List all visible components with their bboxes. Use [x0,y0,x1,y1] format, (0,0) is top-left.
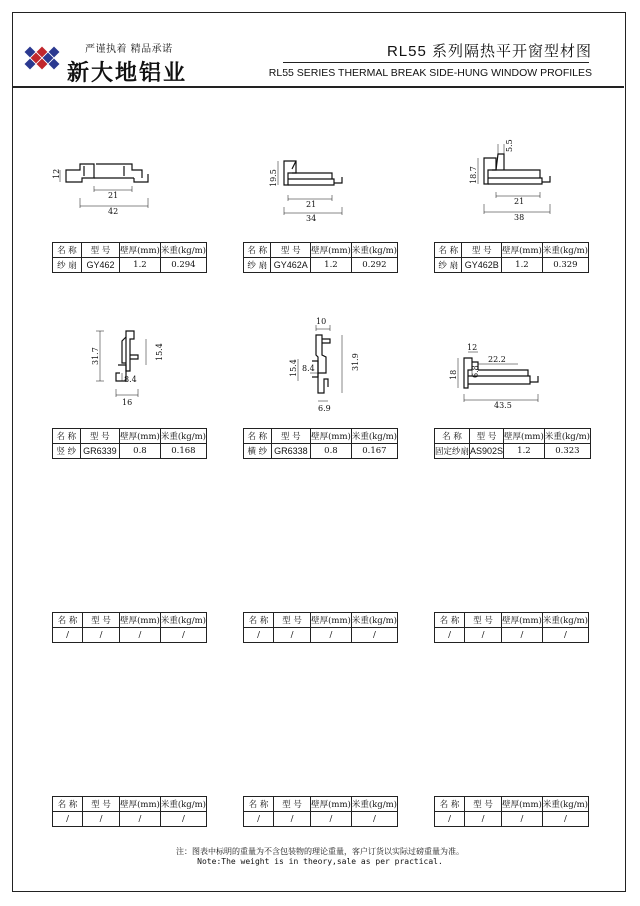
spec-table-empty [434,612,589,643]
header-thickness: 壁厚(mm) [311,797,352,812]
cell-name: 横 纱 [244,444,272,459]
cell-thickness: / [502,812,543,827]
header-model: 型 号 [465,797,502,812]
cell-model: / [465,628,502,643]
cell-thickness: / [120,812,161,827]
header-name: 名 称 [53,613,83,628]
cell-thickness: 0.8 [311,444,352,459]
dim-label: 10 [316,317,327,326]
dim-label: 18 [449,369,458,380]
header-thickness: 壁厚(mm) [311,429,352,444]
cell-thickness: / [502,628,543,643]
cell-weight: / [351,628,397,643]
dim-label: 21 [514,197,525,206]
dim-label: 19.5 [269,169,278,187]
header-weight: 米重(kg/m) [351,613,397,628]
spec-table-gy462a [243,242,398,273]
dim-label: 38 [514,213,525,222]
cell-thickness: 1.2 [502,258,543,273]
header-name: 名 称 [53,243,82,258]
cell-model: GY462A [271,258,311,273]
dim-label: 34 [306,214,317,223]
spec-table-gr6339 [52,428,207,459]
cell-name: / [244,628,274,643]
cell-name: / [53,812,83,827]
header-model: 型 号 [470,429,504,444]
cell-name: 竖 纱 [53,444,81,459]
cell-weight: / [542,628,588,643]
cell-name: 纱 扇 [244,258,271,273]
spec-table-gy462 [52,242,207,273]
header-name: 名 称 [244,429,272,444]
company-logo-icon [22,44,62,72]
cell-model: GY462 [81,258,119,273]
cell-thickness: / [120,628,161,643]
header-weight: 米重(kg/m) [542,613,588,628]
header-model: 型 号 [274,797,311,812]
header-thickness: 壁厚(mm) [120,797,161,812]
company-slogan: 严谨执着 精品承诺 [85,44,173,55]
header-thickness: 壁厚(mm) [502,613,543,628]
header-model: 型 号 [80,429,119,444]
cell-weight: 0.168 [160,444,206,459]
header-weight: 米重(kg/m) [542,797,588,812]
header-name: 名 称 [53,429,81,444]
cell-name: / [435,628,465,643]
cell-weight: / [160,628,206,643]
profile-drawing-gy462a [262,155,362,225]
dim-label: 15.4 [289,359,298,377]
header-weight: 米重(kg/m) [160,429,206,444]
profile-drawing-as902s [442,340,562,420]
spec-table-gr6338 [243,428,398,459]
cell-model: GY462B [462,258,502,273]
cell-thickness: 1.2 [120,258,161,273]
header-name: 名 称 [244,243,271,258]
dim-label: 18.7 [469,166,478,184]
header-thickness: 壁厚(mm) [120,613,161,628]
cell-model: AS902S [470,444,504,459]
cell-name: / [435,812,465,827]
cell-thickness: 1.2 [311,258,352,273]
cell-name: 固定纱扇 [435,444,470,459]
header-thickness: 壁厚(mm) [504,429,545,444]
cell-thickness: / [311,628,352,643]
spec-table-empty [243,796,398,827]
dim-label: 21 [306,200,317,209]
dim-label: 8.4 [302,364,315,373]
cell-model: / [465,812,502,827]
header-divider [12,86,624,88]
cell-weight: 0.294 [160,258,206,273]
header-model: 型 号 [274,613,311,628]
cell-weight: 0.329 [542,258,588,273]
header-weight: 米重(kg/m) [544,429,590,444]
dim-label: 42 [108,207,119,216]
header-model: 型 号 [465,613,502,628]
header-weight: 米重(kg/m) [351,429,397,444]
dim-label: 31.9 [351,353,360,371]
cell-model: / [83,628,120,643]
header-weight: 米重(kg/m) [351,243,397,258]
header-model: 型 号 [83,797,120,812]
dim-label: 43.5 [494,401,512,410]
dim-label: 31.7 [91,347,100,365]
cell-name: / [53,628,83,643]
dim-label: 6.8 [471,365,480,378]
cell-weight: 0.323 [544,444,590,459]
dim-label: 12 [52,168,61,179]
header-name: 名 称 [435,613,465,628]
header-model: 型 号 [462,243,502,258]
header-name: 名 称 [53,797,83,812]
cell-weight: / [542,812,588,827]
page-title-cn: RL55 系列隔热平开窗型材图 [386,43,592,60]
footer-note-cn: 注：图表中标明的重量为不含包装物的理论重量，客户订货以实际过磅重量为准。 [176,847,464,856]
cell-model: GR6339 [80,444,119,459]
profile-drawing-gy462 [52,160,162,220]
cell-model: / [274,812,311,827]
spec-table-empty [52,612,207,643]
header-thickness: 壁厚(mm) [311,613,352,628]
dim-label: 12 [467,343,478,352]
spec-table-as902s [434,428,591,459]
header-name: 名 称 [435,797,465,812]
header-name: 名 称 [435,243,462,258]
header-model: 型 号 [81,243,119,258]
cell-model: / [274,628,311,643]
spec-table-gy462b [434,242,589,273]
title-underline [283,62,589,63]
header-thickness: 壁厚(mm) [120,243,161,258]
cell-weight: 0.167 [351,444,397,459]
dim-label: 22.2 [488,355,506,364]
cell-model: / [83,812,120,827]
cell-thickness: 0.8 [120,444,161,459]
cell-name: 纱 扇 [53,258,82,273]
header-model: 型 号 [271,243,311,258]
header-model: 型 号 [271,429,310,444]
dim-label: 21 [108,191,119,200]
dim-label: 15.4 [155,343,164,361]
cell-weight: 0.292 [351,258,397,273]
dim-label: 5.5 [505,139,514,152]
header-weight: 米重(kg/m) [160,613,206,628]
cell-thickness: / [311,812,352,827]
header-thickness: 壁厚(mm) [502,797,543,812]
header-name: 名 称 [435,429,470,444]
header-thickness: 壁厚(mm) [311,243,352,258]
cell-name: / [244,812,274,827]
page-title-en: RL55 SERIES THERMAL BREAK SIDE-HUNG WINDOW PROFILES [268,67,592,79]
spec-table-empty [52,796,207,827]
dim-label: 16 [122,398,133,407]
profile-drawing-gr6339 [86,325,186,410]
cell-thickness: 1.2 [504,444,545,459]
header-weight: 米重(kg/m) [542,243,588,258]
profile-drawing-gy462b [458,140,568,220]
cell-weight: / [160,812,206,827]
dim-label: 8.4 [124,375,137,384]
cell-name: 纱 扇 [435,258,462,273]
dim-label: 6.9 [318,404,331,413]
header-weight: 米重(kg/m) [160,797,206,812]
spec-table-empty [243,612,398,643]
header-thickness: 壁厚(mm) [502,243,543,258]
header-weight: 米重(kg/m) [351,797,397,812]
header-name: 名 称 [244,613,274,628]
footer-note-en: Note:The weight is in theory,sale as per practical. [197,857,443,866]
cell-weight: / [351,812,397,827]
profile-drawing-gr6338 [282,315,382,415]
header-thickness: 壁厚(mm) [120,429,161,444]
company-name: 新大地铝业 [67,60,188,86]
header-model: 型 号 [83,613,120,628]
header-name: 名 称 [244,797,274,812]
spec-table-empty [434,796,589,827]
header-weight: 米重(kg/m) [160,243,206,258]
cell-model: GR6338 [271,444,310,459]
